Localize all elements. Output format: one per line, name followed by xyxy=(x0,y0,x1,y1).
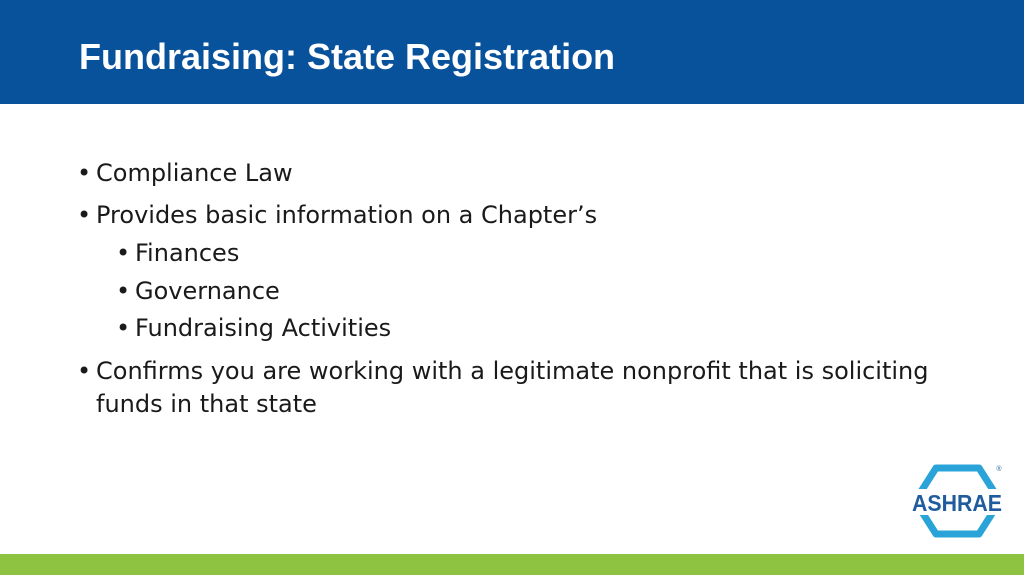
bullet-marker: • xyxy=(116,314,131,342)
bullet-marker: • xyxy=(77,357,92,385)
bullet-text: Compliance Law xyxy=(96,159,293,187)
bullet-marker: • xyxy=(77,201,92,229)
bullet-marker: • xyxy=(116,239,131,267)
footer-bar xyxy=(0,554,1024,575)
bullet-text: Governance xyxy=(135,277,280,305)
bullet-marker: • xyxy=(77,159,92,187)
bullet-text: Finances xyxy=(135,239,240,267)
logo-wordmark: ASHRAE xyxy=(912,490,1002,516)
bullet-marker: • xyxy=(116,277,131,305)
bullet-text: Confirms you are working with a legitimate nonprofit that is soliciting funds in that state xyxy=(96,357,929,418)
bullet-text: Provides basic information on a Chapter’s xyxy=(96,201,598,229)
registered-mark-icon: ® xyxy=(996,466,1002,473)
slide-title: Fundraising: State Registration xyxy=(79,36,616,77)
ashrae-logo xyxy=(906,462,1008,540)
bullet-text: Fundraising Activities xyxy=(135,314,392,342)
